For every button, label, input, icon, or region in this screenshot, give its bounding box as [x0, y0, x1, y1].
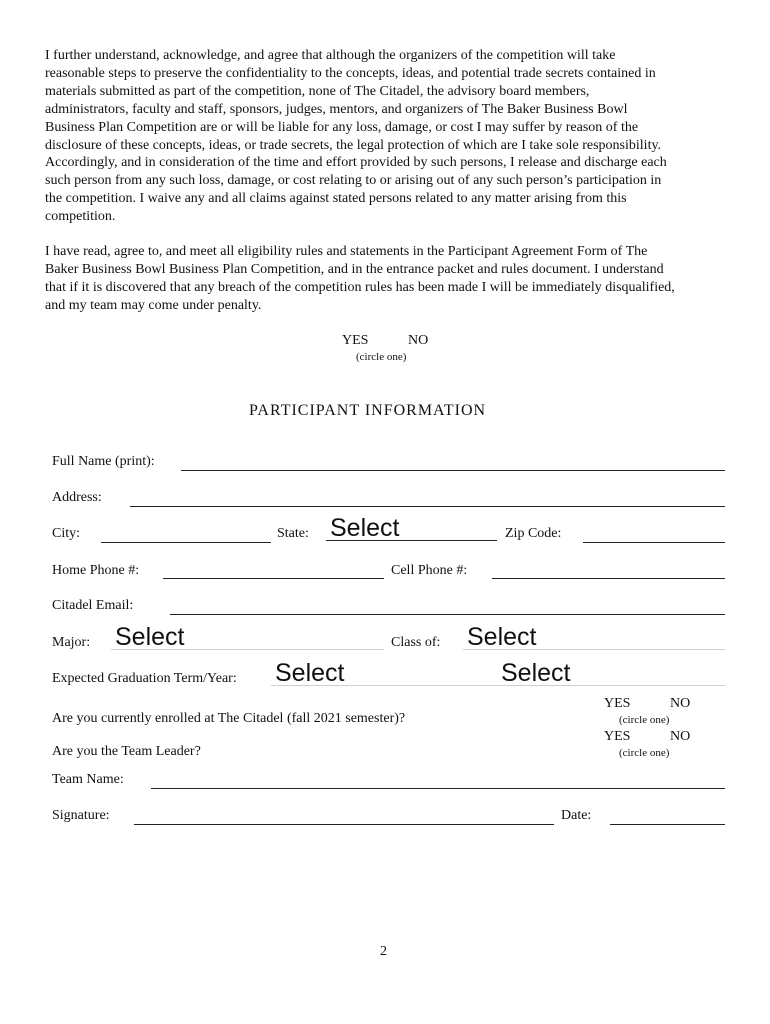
- paragraph-line: disclosure of these concepts, ideas, or trade secrets, the legal protection of which are I take sole responsibility.: [45, 137, 662, 153]
- zip-field[interactable]: [583, 520, 725, 543]
- page-number: 2: [380, 944, 387, 959]
- state-label: State:: [277, 526, 309, 541]
- paragraph-line: reasonable steps to preserve the confidentiality to the concepts, ideas, and potential trade secrets contained in: [45, 65, 656, 81]
- email-label: Citadel Email:: [52, 598, 134, 613]
- cell-phone-field[interactable]: [492, 556, 725, 579]
- paragraph-line: materials submitted as part of the competition, none of The Citadel, the advisory board members,: [45, 83, 590, 99]
- section-title: PARTICIPANT INFORMATION: [249, 402, 487, 419]
- paragraph-line: I have read, agree to, and meet all eligibility rules and statements in the Participant Agreement Form of The: [45, 244, 648, 259]
- date-label: Date:: [561, 808, 592, 823]
- agreement-no[interactable]: NO: [408, 333, 429, 348]
- enrolled-hint: (circle one): [619, 714, 670, 726]
- paragraph-line: administrators, faculty and staff, sponsors, judges, mentors, and organizers of The Baker Business Bowl: [45, 101, 628, 117]
- state-select[interactable]: Select: [326, 515, 497, 541]
- paragraph-line: Business Plan Competition are or will be liable for any loss, damage, or cost I may suffer by reason of the: [45, 119, 639, 135]
- enrolled-yes[interactable]: YES: [604, 696, 631, 711]
- full-name-field[interactable]: [181, 448, 725, 471]
- address-label: Address:: [52, 490, 102, 505]
- paragraph-line: such person from any such loss, damage, or cost relating to or arising out of any such person’s participation in: [45, 173, 662, 189]
- team-name-field[interactable]: [151, 766, 725, 789]
- major-select[interactable]: Select: [111, 624, 384, 650]
- full-name-label: Full Name (print):: [52, 454, 155, 469]
- class-select[interactable]: Select: [463, 624, 725, 650]
- home-phone-field[interactable]: [163, 556, 384, 579]
- date-field[interactable]: [610, 802, 725, 825]
- paragraph-line: Accordingly, and in consideration of the time and effort provided by such persons, I release and discharge each: [45, 155, 667, 171]
- enrolled-question: Are you currently enrolled at The Citadel (fall 2021 semester)?: [52, 711, 406, 726]
- signature-field[interactable]: [134, 802, 554, 825]
- paragraph-line: that if it is discovered that any breach of the competition rules has been made I will be immediately disqualified,: [45, 279, 675, 295]
- leader-hint: (circle one): [619, 747, 670, 759]
- email-field[interactable]: [170, 592, 725, 615]
- paragraph-line: Baker Business Bowl Business Plan Competition, and in the entrance packet and rules document. I understand: [45, 261, 664, 277]
- city-label: City:: [52, 526, 81, 541]
- grad-term-label: Expected Graduation Term/Year:: [52, 671, 237, 686]
- zip-label: Zip Code:: [505, 526, 562, 541]
- major-label: Major:: [52, 635, 91, 650]
- home-phone-label: Home Phone #:: [52, 563, 140, 578]
- disclaimer-paragraph: [45, 47, 735, 226]
- city-field[interactable]: [101, 520, 271, 543]
- signature-label: Signature:: [52, 808, 110, 823]
- paragraph-line: I further understand, acknowledge, and agree that although the organizers of the competition will take: [45, 48, 616, 63]
- agreement-yes[interactable]: YES: [342, 333, 369, 348]
- class-of-label: Class of:: [391, 635, 441, 650]
- enrolled-no[interactable]: NO: [670, 696, 691, 711]
- leader-yes[interactable]: YES: [604, 729, 631, 744]
- paragraph-line: competition.: [45, 209, 116, 225]
- team-name-label: Team Name:: [52, 772, 124, 787]
- address-field[interactable]: [130, 484, 725, 507]
- eligibility-paragraph: [45, 243, 735, 315]
- grad-term-select[interactable]: Select: [271, 660, 498, 686]
- agreement-hint: (circle one): [356, 351, 407, 363]
- paragraph-line: the competition. I waive any and all claims against stated persons related to any matter arising from this: [45, 191, 627, 207]
- paragraph-line: and my team may come under penalty.: [45, 297, 262, 313]
- leader-no[interactable]: NO: [670, 729, 691, 744]
- cell-phone-label: Cell Phone #:: [391, 563, 468, 578]
- grad-year-select[interactable]: Select: [497, 660, 725, 686]
- leader-question: Are you the Team Leader?: [52, 744, 201, 759]
